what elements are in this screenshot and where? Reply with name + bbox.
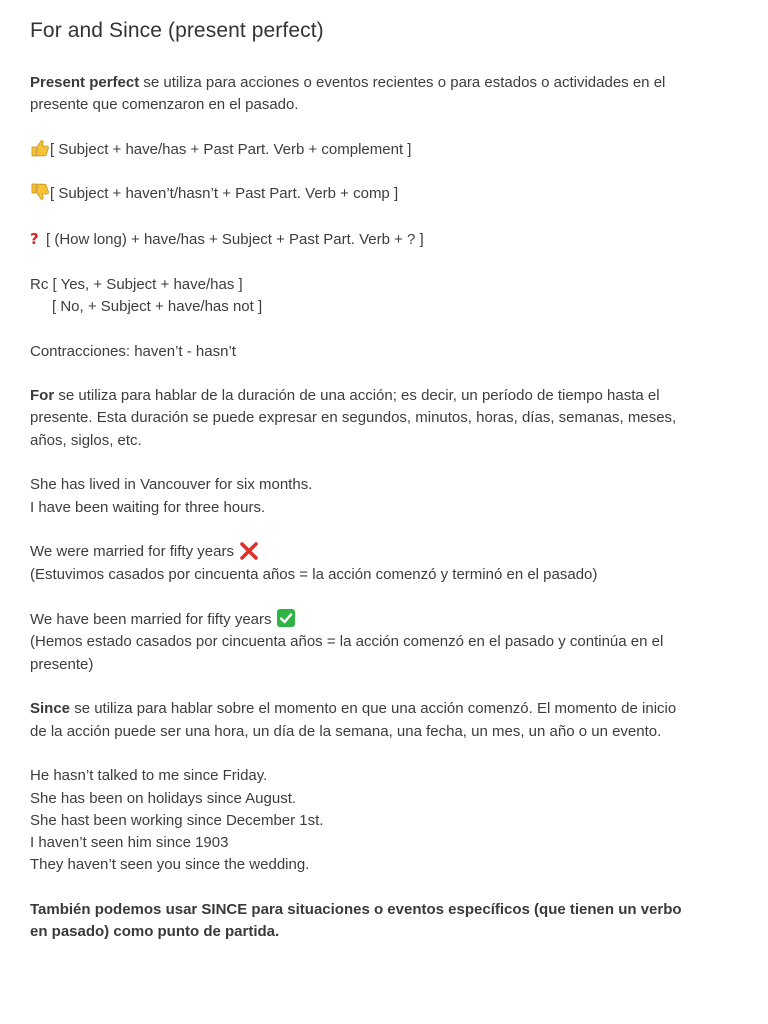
affirmative-formula <box>30 139 742 161</box>
since-example-1: He hasn’t talked to me since Friday. <box>30 767 268 785</box>
since-explanation <box>30 698 742 743</box>
affirmative-formula-text: [ Subject + have/has + Past Part. Verb + complement ] <box>50 140 412 158</box>
since-examples <box>30 765 742 876</box>
since-example-4: I haven’t seen him since 1903 <box>30 834 229 852</box>
short-answer-no: [ No, + Subject + have/has not ] <box>52 297 263 315</box>
since-example-5: They haven’t seen you since the wedding. <box>30 856 310 874</box>
thumbs-up-icon <box>30 139 50 157</box>
for-text-line-2: presente. Esta duración se puede expresar en segundos, minutos, horas, días, semanas, meses, <box>30 409 677 427</box>
intro-paragraph <box>30 72 742 117</box>
since-text-line-2: de la acción puede ser una hora, un día de la semana, una fecha, un mes, un año o un evento. <box>30 722 662 740</box>
negative-formula <box>30 183 742 205</box>
for-examples <box>30 474 742 519</box>
thumbs-down-icon <box>30 183 50 201</box>
page-title: For and Since (present perfect) <box>30 19 324 42</box>
since-bold-term: Since <box>30 700 71 718</box>
closing-note <box>30 899 742 944</box>
contractions-note <box>30 341 742 363</box>
question-mark-icon: ? <box>30 230 39 249</box>
right-example-explanation-line-2: presente) <box>30 655 94 673</box>
closing-line-2: en pasado) como punto de partida. <box>30 923 280 941</box>
question-formula <box>30 228 742 251</box>
for-example-1: She has lived in Vancouver for six months. <box>30 476 313 494</box>
short-answers-prefix: Rc <box>30 275 49 293</box>
intro-text-line-1: se utiliza para acciones o eventos recientes o para estados o actividades en el <box>139 74 666 91</box>
green-check-icon <box>276 608 296 628</box>
wrong-example-explanation: (Estuvimos casados por cincuenta años = la acción comenzó y terminó en el pasado) <box>30 565 598 583</box>
red-cross-icon <box>238 542 260 560</box>
wrong-example <box>30 541 742 586</box>
for-bold-term: For <box>30 387 55 405</box>
since-example-2: She has been on holidays since August. <box>30 789 297 807</box>
for-explanation <box>30 385 742 452</box>
contractions-text: Contracciones: haven’t - hasn’t <box>30 342 236 360</box>
since-text-line-1: se utiliza para hablar sobre el momento en que una acción comenzó. El momento de inicio <box>70 700 677 718</box>
closing-line-1: También podemos usar SINCE para situaciones o eventos específicos (que tienen un verbo <box>30 900 682 918</box>
negative-formula-text: [ Subject + haven’t/hasn’t + Past Part. Verb + comp ] <box>50 185 399 203</box>
since-example-3: She hast been working since December 1st. <box>30 811 324 829</box>
question-formula-text: [ (How long) + have/has + Subject + Past Part. Verb + ? ] <box>46 231 424 249</box>
wrong-example-sentence: We were married for fifty years <box>30 543 234 561</box>
right-example-sentence: We have been married for fifty years <box>30 611 272 629</box>
right-example <box>30 608 742 676</box>
short-answer-yes: [ Yes, + Subject + have/has ] <box>52 275 243 293</box>
intro-bold-term: Present perfect <box>30 74 140 91</box>
document-body <box>30 72 742 966</box>
for-text-line-3: años, siglos, etc. <box>30 431 142 449</box>
right-example-explanation-line-1: (Hemos estado casados por cincuenta años = la acción comenzó en el pasado y continúa en el <box>30 633 664 651</box>
short-answers <box>30 274 742 319</box>
for-text-line-1: se utiliza para hablar de la duración de una acción; es decir, un período de tiempo hasta el <box>54 387 660 405</box>
for-example-2: I have been waiting for three hours. <box>30 498 266 516</box>
intro-text-line-2: presente que comenzaron en el pasado. <box>30 96 299 114</box>
